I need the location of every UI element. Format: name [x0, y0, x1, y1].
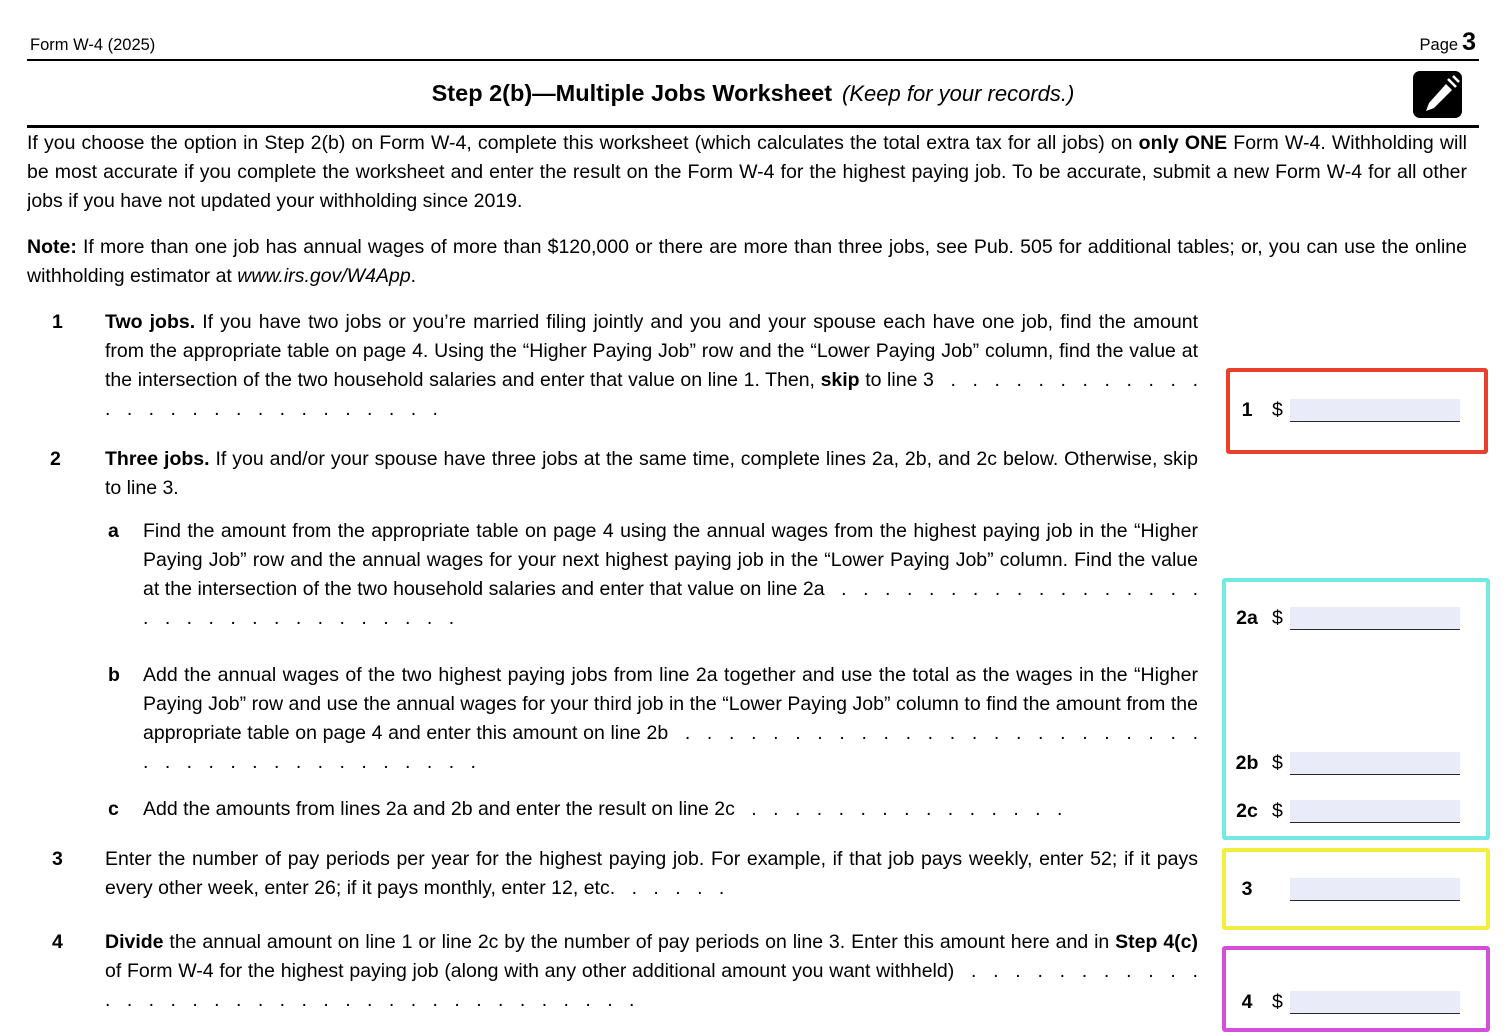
header-divider: [27, 59, 1479, 61]
line-4-number: 4: [52, 931, 63, 953]
pencil-icon: [1413, 71, 1462, 118]
line-3-number: 3: [52, 848, 63, 870]
line-2a-letter: a: [108, 520, 119, 542]
line-4-text: Divide the annual amount on line 1 or line 2c by the number of pay periods on line 3. Enter this amount here and in Step 4(c) of Form W-4 for the highest paying job (along with any other additional amount you want withheld) . . . . . . . . . . . . . . . . . . . . . . . . . . . . . . . . . . . .: [105, 931, 1198, 1011]
form-id-label: Form W-4 (2025): [30, 36, 156, 54]
line-2a-text: Find the amount from the appropriate table on page 4 using the annual wages from the highest paying job in the “Higher Paying Job” row and the annual wages for your next highest paying job in the “Lower Paying Job” column. Find the value at the intersection of the two household salaries and enter that value on line 2a . . . . . . . . . . . . . . . . . . . . . . . . . . . . . . . .: [143, 520, 1198, 629]
line-2c-field: [1232, 797, 1460, 823]
page-number: 3: [1462, 28, 1476, 56]
line-2c-field-label: 2c: [1236, 800, 1258, 822]
line-3-field-label: 3: [1241, 878, 1253, 900]
line-2a-field: [1232, 604, 1460, 630]
worksheet-title: Step 2(b)—Multiple Jobs Worksheet: [431, 80, 833, 106]
line-2-text: Three jobs. If you and/or your spouse have three jobs at the same time, complete lines 2a, 2b, and 2c below. Otherwise, skip to line 3.: [105, 448, 1198, 499]
line-2b-field: [1232, 749, 1460, 775]
line-2c-amount-input[interactable]: [1290, 800, 1460, 823]
worksheet-title-row: [0, 80, 1506, 107]
line-1-field: [1232, 396, 1460, 422]
line-1-dollar-sign: $: [1272, 399, 1283, 421]
page-indicator: [1420, 28, 1476, 57]
line-1-field-label: 1: [1241, 399, 1253, 421]
page-header: [30, 28, 1476, 57]
line-2b-text: Add the annual wages of the two highest paying jobs from line 2a together and use the total as the wages in the “Higher Paying Job” row and use the annual wages for your third job in the “Lower Paying Job” column to find the amount from the appropriate table on page 4 and enter this amount on line 2b . . . . . . . . . . . . . . . . . . . . . . . . . . . . . . . . . . . . . . . .: [143, 664, 1198, 773]
line-2c-dollar-sign: $: [1272, 800, 1283, 822]
line-2b-dollar-sign: $: [1272, 752, 1283, 774]
line-2a-field-label: 2a: [1236, 607, 1258, 629]
line-4-dollar-sign: $: [1272, 991, 1283, 1013]
title-divider: [27, 125, 1479, 128]
line-2b-field-label: 2b: [1235, 752, 1259, 774]
intro-paragraph: If you choose the option in Step 2(b) on Form W-4, complete this worksheet (which calculates the total extra tax for all jobs) on only ONE Form W-4. Withholding will be most accurate if you complete the worksheet and enter the result on the Form W-4 for the highest paying job. To be accurate, submit a new Form W-4 for all other jobs if you have not updated your withholding since 2019.: [27, 132, 1467, 212]
line-4-amount-input[interactable]: [1290, 991, 1460, 1014]
line-3-amount-input[interactable]: [1290, 878, 1460, 901]
line-2a-amount-input[interactable]: [1290, 607, 1460, 630]
page-word: Page: [1419, 36, 1459, 54]
line-3-field: [1232, 875, 1460, 901]
line-2c-letter: c: [108, 798, 119, 820]
line-2b-amount-input[interactable]: [1290, 752, 1460, 775]
line-4-field-label: 4: [1241, 991, 1253, 1013]
note-paragraph: Note: If more than one job has annual wages of more than $120,000 or there are more than three jobs, see Pub. 505 for additional tables; or, you can use the online withholding estimator at www.irs.gov/W4App.: [27, 236, 1467, 287]
line-2-number: 2: [50, 448, 61, 470]
line-4-field: [1232, 988, 1460, 1014]
line-2b-letter: b: [108, 664, 120, 686]
line-1-amount-input[interactable]: [1290, 399, 1460, 422]
line-3-text: Enter the number of pay periods per year for the highest paying job. For example, if that job pays weekly, enter 52; if it pays every other week, enter 26; if it pays monthly, enter 12, etc. . . . . .: [105, 848, 1198, 899]
line-1-number: 1: [52, 311, 63, 333]
line-2a-dollar-sign: $: [1272, 607, 1283, 629]
line-2c-text: Add the amounts from lines 2a and 2b and enter the result on line 2c . . . . . . . . . . . . . . .: [143, 798, 1063, 820]
line-1-text: Two jobs. If you have two jobs or you’re married filing jointly and you and your spouse each have one job, find the amount from the appropriate table on page 4. Using the “Higher Paying Job” row and the “Lower Paying Job” column, find the value at the intersection of the two household salaries and enter that value on line 1. Then, skip to line 3 . . . . . . . . . . . . . . . . . . . . . . . . . . . .: [105, 311, 1198, 420]
records-note: (Keep for your records.): [842, 81, 1075, 106]
